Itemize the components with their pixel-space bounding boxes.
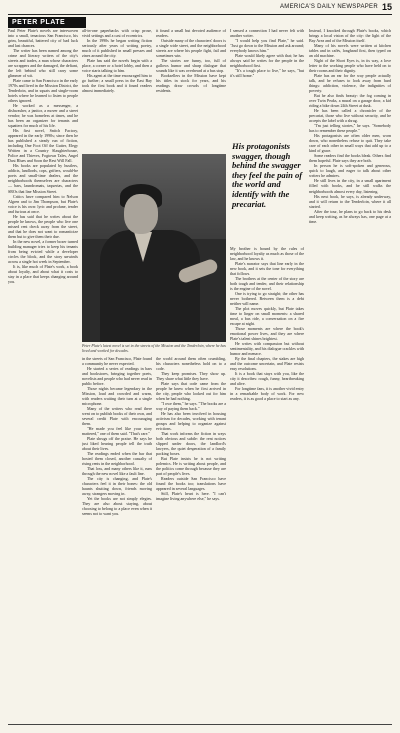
article-column-5 — [309, 28, 391, 716]
paragraph: One is trying to go straight; the other has never bothered. Between them is a debt neither will name. — [230, 291, 304, 307]
byline-banner: PETER PLATE — [8, 17, 86, 28]
paragraph: "I'm just telling stories," he says. "Somebody has to remember these people." — [309, 123, 391, 134]
paragraph: all-in-one paperbacks with crisp prose, vivid settings and a cast of eccentrics. — [82, 28, 152, 39]
paragraph: His protagonists are often older men, worn down, who nonetheless refuse to quit. They take care of each other in small ways that add up to a kind of grace. — [309, 133, 391, 154]
paragraph: He worked as a messenger, a dishwasher, a janitor, a mover and a street vendor; he was homeless at times, and he has been an organizer for tenants and squatters for much of his life. — [8, 103, 78, 129]
paragraph: The plot moves quickly, but Plate takes time to linger on small moments: a shared meal, a bus ride, a conversation on a fire escape at night. — [230, 306, 304, 327]
paragraph: I sensed a connection I had never felt with another writer. — [230, 28, 304, 39]
paragraph: Critics have compared him to Nelson Algren and to Jim Thompson, but Plate's voice is his own: lyric and profane, tender and furious at once. — [8, 193, 78, 214]
article-column-6 — [82, 356, 152, 716]
paragraph: "He made you feel like your story mattered," one of them said. "That's rare." — [82, 426, 152, 437]
paragraph: They keep promises. They show up. They share what little they have. — [156, 371, 226, 382]
paragraph: By the final chapters, the stakes are high and the outcome uncertain, and Plate resists easy resolutions. — [230, 356, 304, 372]
paragraph: Plate says that code came from the people he knew when he first arrived in the city, people who looked out for him when he had nothing. — [156, 381, 226, 402]
paragraph: Night of the Short Eyes is, in its way, a love letter to the working people who have held on to their rooms and their dignity. — [309, 58, 391, 74]
page-footer-rule — [8, 724, 392, 727]
article-column-1 — [8, 28, 78, 716]
paragraph: The city is changing, and Plate's characters feel it in their bones: the old haunts shutting down, friends moving away, strangers moving in. — [82, 476, 152, 497]
paragraph: He still lives in the city, in a small apartment filled with books, and he still walks the neighborhoods almost every day, listening. — [309, 178, 391, 194]
paragraph: For longtime fans, it is another vivid entry in a remarkable body of work. For new readers, it is as good a place to start as any. — [230, 386, 304, 402]
photo-caption: Peter Plate's latest novel is set in the streets of the Mission and the Tenderloin, where he has lived and worked for decades. — [82, 344, 226, 353]
paragraph: Outside many of the characters' doors is a single wide street, and the neighborhood streets are where his people fight, fail and sometimes win. — [156, 38, 226, 59]
paragraph: Plate would likely agree with that; he has always said he writes for the people in the neighborhood first. — [230, 53, 304, 69]
paragraph: In the 1990s he began writing fiction seriously after years of writing poetry, much of it published in small presses and zines around the city. — [82, 38, 152, 59]
paragraph: That loss, and many others like it, runs through the new novel like a fault line. — [82, 466, 152, 477]
paragraph: Readers outside San Francisco have found the books too; translations have appeared in several languages. — [156, 476, 226, 492]
paragraph: Booksellers in the Mission have kept his titles in stock for years, and his readings draw crowds of longtime residents. — [156, 73, 226, 94]
paragraph: Those moments are where the book's emotional power lives, and they are where Plate's talent shines brightest. — [230, 326, 304, 342]
paragraph: Plate's narrator says that line early in the new book, and it sets the tone for everything that follows. — [230, 261, 304, 277]
section-name: AMERICA'S DAILY NEWSPAPER — [279, 4, 378, 10]
paragraph: In person he is soft-spoken and generous, quick to laugh, and eager to talk about other writers he admires. — [309, 163, 391, 179]
paragraph: Instead, I knocked through Plate's books, which brings a local vision of the city: the light of the Bay Area and of the Mission itself. — [309, 28, 391, 44]
paragraph: The writer has been named among the crime and literary writers of the city's streets and trades, a man whose characters are scrappers and the damaged, the defiant, the left behind who still carry some glimmer of wit. — [8, 48, 78, 79]
paragraph: "I would help you find Plate," he said. "Just go down to the Mission and ask around; everybody knows him." — [230, 38, 304, 54]
paragraph: Many of his novels were written at kitchen tables and in cafés, longhand first, then typed on an old machine. — [309, 43, 391, 59]
paragraph: It is a book that stays with you, like the city it describes: rough, funny, heartbreaking and alive. — [230, 371, 304, 387]
paragraph: His books are populated by hustlers, addicts, landlords, cops, grifters, would-be poets and small-time dealers, and the neighborhoods themselves are characters — bars, laundromats, taquerias, and the SROs that line Mission Street. — [8, 163, 78, 194]
paragraph: His next book, he says, is already underway, and it will return to the Tenderloin, where it all started. — [309, 193, 391, 209]
paragraph: Still, Plate's heart is here. "I can't imagine living anywhere else," he says. — [156, 491, 226, 502]
paragraph: The brothers at the center of the story are both tough and tender, and their relationship is the engine of the novel. — [230, 276, 304, 292]
paragraph: He started a series of readings in bars and bookstores, bringing together poets, novelists and people who had never read in public before. — [82, 366, 152, 387]
paragraph: He writes with compassion but without sentimentality, and his dialogue crackles with humor and menace. — [230, 341, 304, 357]
paragraph: The stories are funny, too, full of gallows humor and sharp dialogue that sounds like it was overheard at a bus stop. — [156, 58, 226, 74]
paragraph: it found a small but devoted audience of readers. — [156, 28, 226, 39]
paragraph: "It's a tough place to live," he says, "but it's still home." — [230, 68, 304, 79]
pull-quote: His protagonists swagger, though behind the swagger they feel the pain of the world and identify with the precariat. — [232, 141, 303, 209]
paragraph: Paul Peter Plate's novels are interwoven into a small, tenacious San Francisco, his grim, beautiful, battered city of bad luck and last chances. — [8, 28, 78, 49]
paragraph: But he also finds beauty: the fog coming in over Twin Peaks, a mural on a garage door, a kid riding a bike down 24th Street at dusk. — [309, 93, 391, 109]
paragraph: It is, like much of Plate's work, a book about loyalty, and about what it costs to stay in a place that keeps changing around you. — [8, 263, 78, 284]
page-header — [8, 4, 392, 15]
paragraph: He has said that he writes about the people he knows, the people who live one missed rent check away from the street, and that he does not want to romanticize them but to give them their due. — [8, 213, 78, 239]
paragraph: But Plate insists he is not writing polemics. He is writing about people, and the politics come through because they are part of people's lives. — [156, 456, 226, 477]
paragraph: After the tour, he plans to go back to his desk and keep writing, as he always has, one page at a time. — [309, 208, 391, 224]
paragraph: Some readers find the books bleak. Others find them hopeful. Plate says they are both. — [309, 153, 391, 164]
article-column-8 — [230, 246, 304, 716]
paragraph: His agent at the time encouraged him to go further; a small press in the East Bay took the first book and it found readers almost immediately. — [82, 73, 152, 94]
paragraph: Plate shrugs off the praise. He says he just liked hearing people tell the truth about their lives. — [82, 436, 152, 452]
article-column-7 — [156, 356, 226, 716]
paragraph: Many of the writers who read there went on to publish books of their own, and several credit Plate with encouraging them. — [82, 406, 152, 427]
paragraph: Yet the books are not simply elegies. They are also about staying, about choosing to belong to a place even when it seems not to want you. — [82, 496, 152, 517]
paragraph: My brother is bound by the rules of neighborhood loyalty as much as those of the law, and he knows it. — [230, 246, 304, 262]
page-number: 15 — [381, 2, 392, 12]
paragraph: His first novel, Snitch Factory, appeared in the early 1990s; since then he has published a steady run of fiction, including One Foot Off the Gutter, Elegy Written in a Country Slaughterhouse, Police and Thieves, Fogtown Tales, Angel Dust Blues and Soon the Rest Will Fall. — [8, 128, 78, 164]
article-column-2 — [82, 28, 152, 150]
article-column-4 — [230, 28, 304, 140]
paragraph: Plate has said the novels begin with a place, a corner or a hotel lobby, and then a voice starts talking to him. — [82, 58, 152, 74]
paragraph: Those nights became legendary in the Mission, loud and crowded and warm, with readers waiting their turn at a single microphone. — [82, 386, 152, 407]
paragraph: the world around them often crumbling, his characters nonetheless hold on to a code. — [156, 356, 226, 372]
paragraph: Plate has an ear for the way people actually talk, and he refuses to look away from hard things: addiction, violence, the indignities of poverty. — [309, 73, 391, 94]
paragraph: in the streets of San Francisco, Plate found a community he never expected. — [82, 356, 152, 367]
paragraph: That work informs the fiction in ways both obvious and subtle: the rent notices slipped under doors, the landlord's lawyers, the quiet desperation of a family packing boxes. — [156, 431, 226, 457]
paragraph: In the new novel, a former boxer turned building manager tries to keep his tenants from being evicted while a developer circles the block, and the story unwinds across a single hot week in September. — [8, 238, 78, 264]
paragraph: "I owe them," he says. "The books are a way of paying them back." — [156, 401, 226, 412]
paragraph: He has also been involved in housing activism for decades, working with tenant groups and helping to organize against evictions. — [156, 411, 226, 432]
paragraph: He has been called a chronicler of the precariat, those who live without security, and he accepts the label with a shrug. — [309, 108, 391, 124]
author-photo — [82, 154, 226, 342]
paragraph: Plate came to San Francisco in the early 1970s and lived in the Mission District, the Tenderloin, and in squats and single-room hotels where he learned to listen to people others ignored. — [8, 78, 78, 104]
article-column-3 — [156, 28, 226, 150]
paragraph: The readings ended when the bar that hosted them closed, another casualty of rising rents in the neighborhood. — [82, 451, 152, 467]
